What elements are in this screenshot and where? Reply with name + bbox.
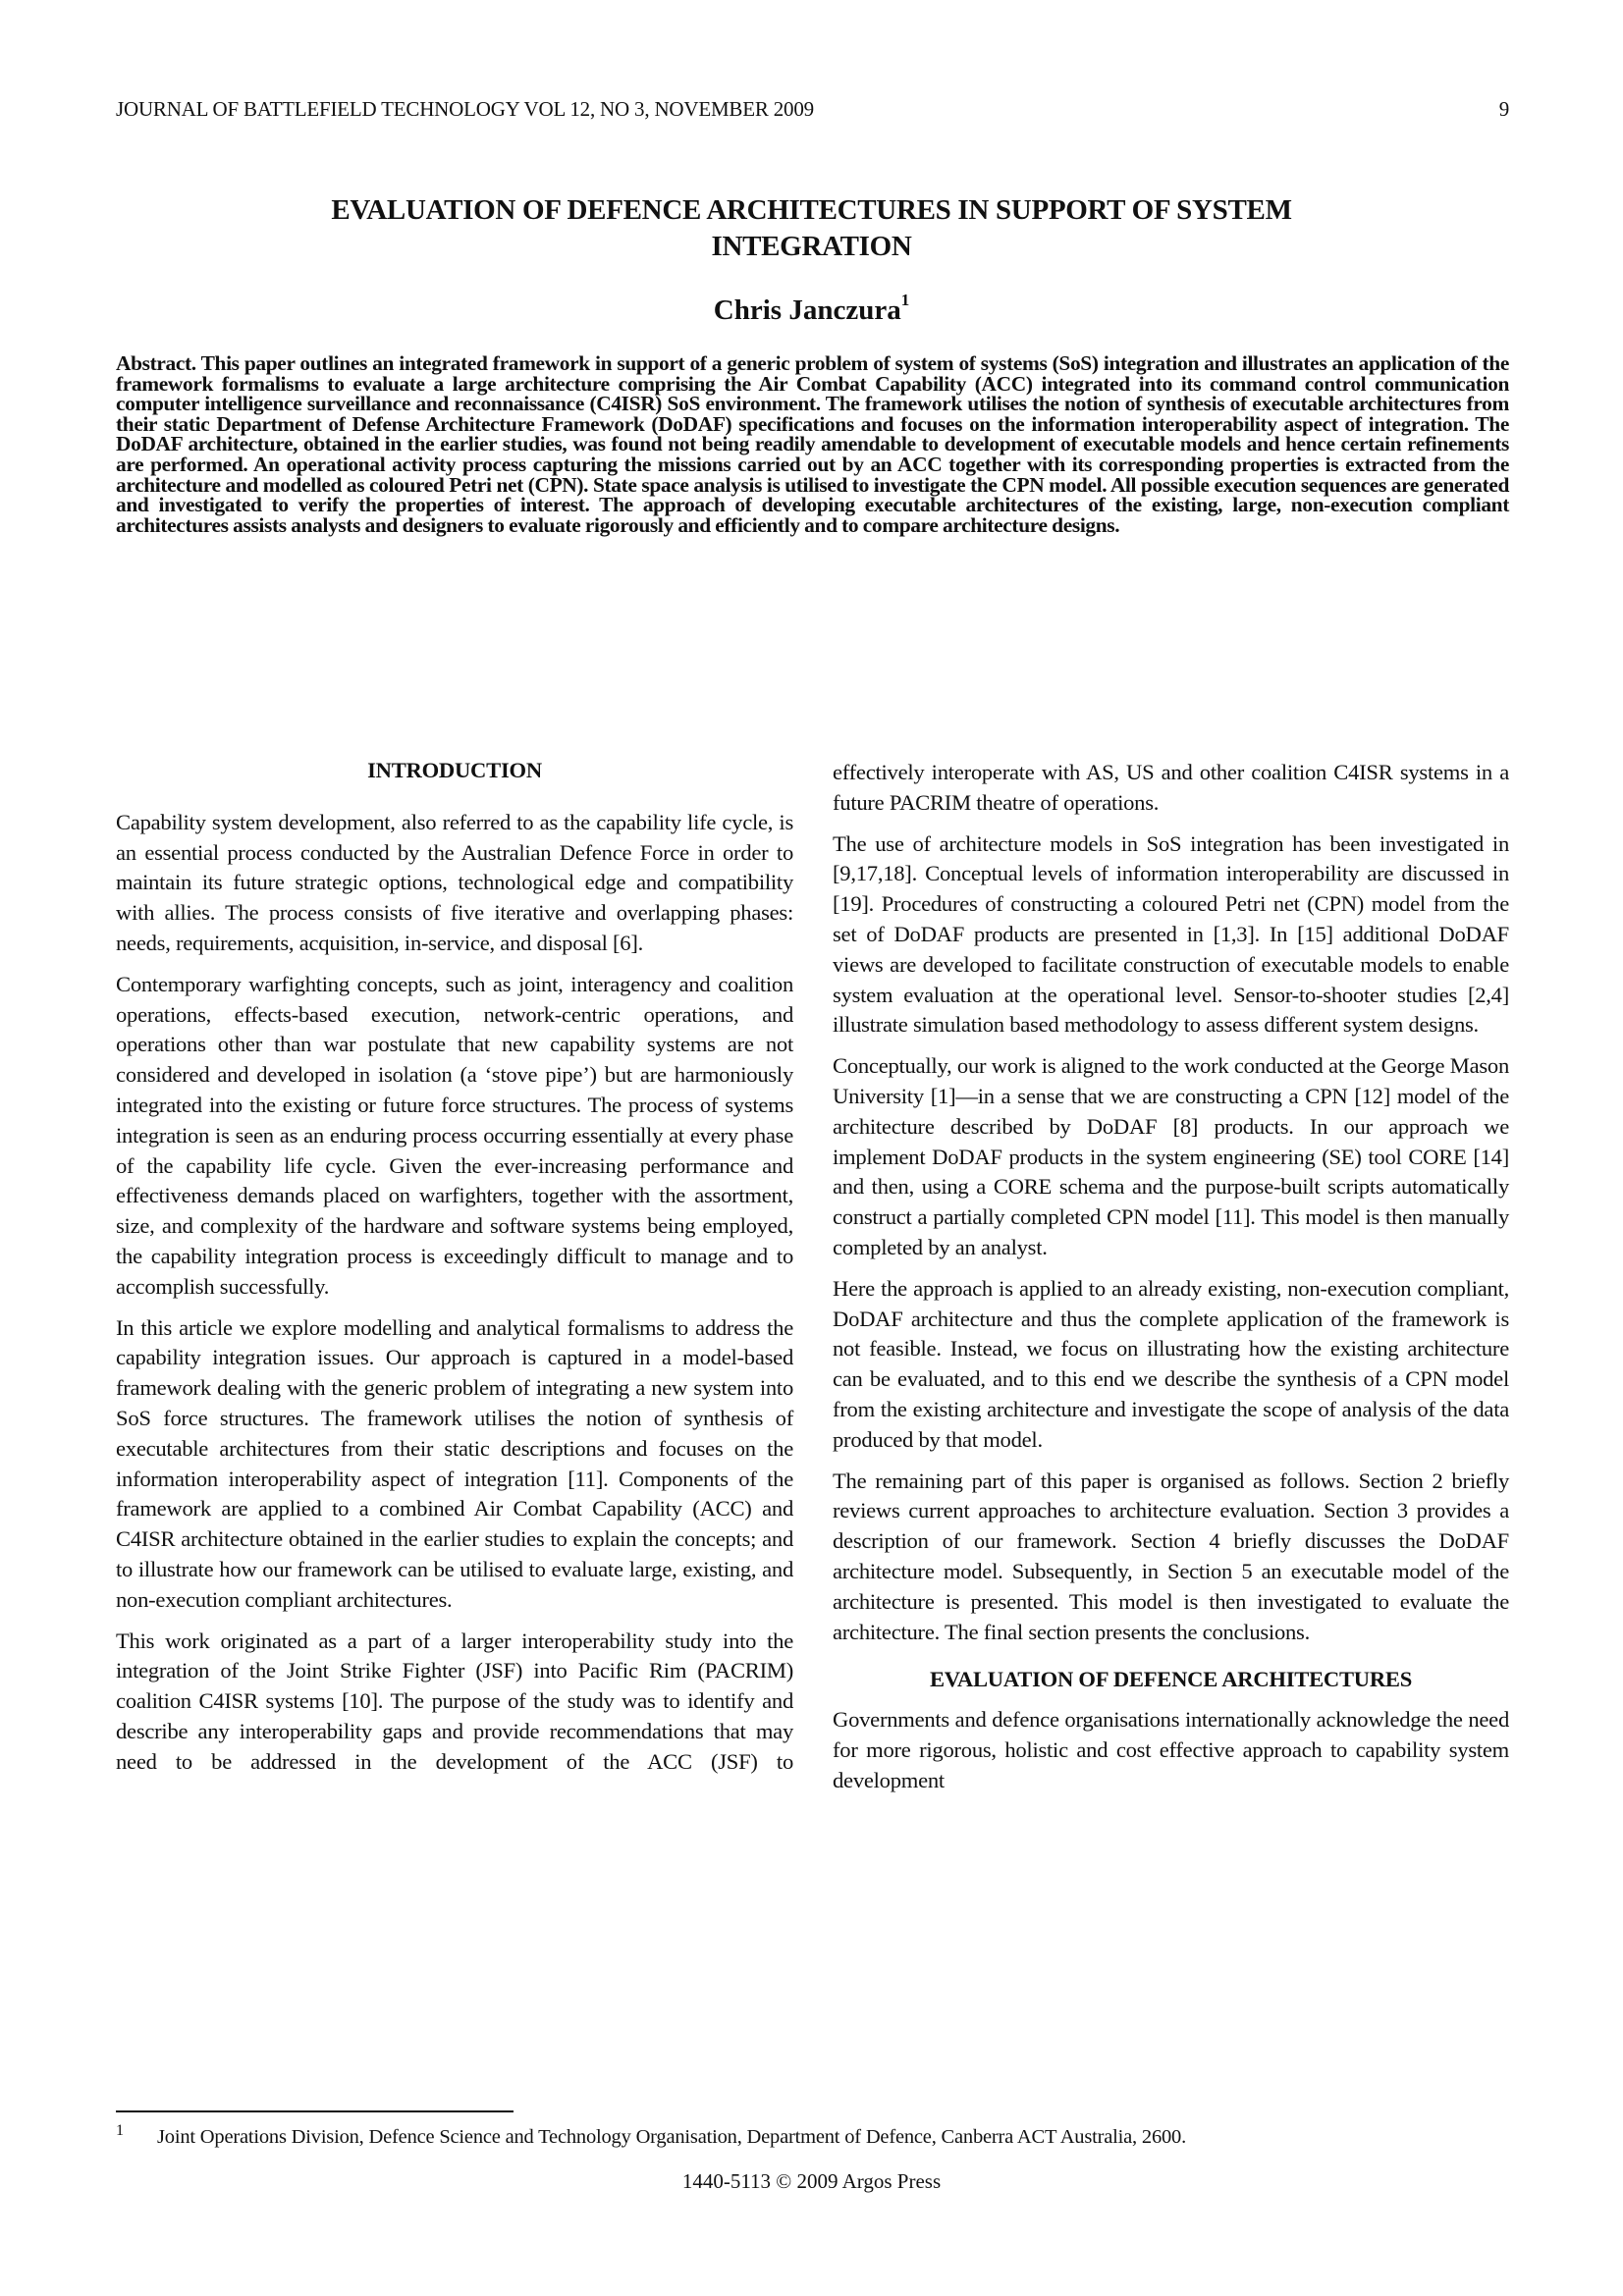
body-paragraph: This work originated as a part of a larger interoperability study into the integration of the Joint Strike Fighter (JSF) into Pacific Rim (PACRIM) coalition C4ISR systems [10]. The purpose of the study was to identify and describe any interoperability gaps and provide recommendations that may need to be addressed in the development of the ACC (JSF) to xyxy=(116,1628,793,1774)
page-footer-copyright: 1440-5113 © 2009 Argos Press xyxy=(681,2169,942,2193)
body-paragraph: Contemporary warfighting concepts, such as joint, interagency and coalition operations, effects-based execution, network-centric operations, and operations other than war postulate that new capability systems are not considered and developed in isolation (a ‘stove pipe’) but are harmoniously integrated into the existing or future force structures. The process of systems integration is seen as an enduring process occurring essentially at every phase of the capability life cycle. Given the ever-increasing performance and effectiveness demands placed on warfighters, together with the assortment, size, and complexity of the hardware and software systems being employed, the capability integration process is exceedingly difficult to manage and to accomplish successfully. xyxy=(116,971,793,1299)
author-footnote-mark[interactable]: 1 xyxy=(900,291,910,309)
footnote-text: Joint Operations Division, Defence Science and Technology Organisation, Department of Defence, Canberra ACT Australia, 2600. xyxy=(157,2126,1187,2148)
paper-title-line-1: EVALUATION OF DEFENCE ARCHITECTURES IN SUPPORT OF SYSTEM xyxy=(331,194,1292,226)
author-name: Chris Janczura xyxy=(713,294,901,326)
body-paragraph: effectively interoperate with AS, US and other coalition C4ISR systems in a future PACRIM theatre of operations. xyxy=(833,760,1509,815)
body-paragraph: Governments and defence organisations internationally acknowledge the need for more rigorous, holistic and cost effective approach to capability system development xyxy=(833,1707,1509,1792)
section-heading-evaluation: EVALUATION OF DEFENCE ARCHITECTURES xyxy=(929,1667,1413,1692)
author-line xyxy=(0,291,1623,327)
abstract-label: Abstract. xyxy=(116,351,196,375)
body-paragraph: Here the approach is applied to an already existing, non-execution compliant, DoDAF architecture and thus the complete application of the framework is not feasible. Instead, we focus on illustrating how the existing architecture can be evaluated, and to this end we describe the synthesis of a CPN model from the existing architecture and investigate the scope of analysis of the data produced by that model. xyxy=(833,1275,1509,1452)
body-paragraph: In this article we explore modelling and analytical formalisms to address the capability integration issues. Our approach is captured in a model-based framework dealing with the generic problem of integrating a new system into SoS force structures. The framework utilises the notion of synthesis of executable architectures from their static descriptions and focuses on the information interoperability aspect of integration [11]. Components of the framework are applied to a combined Air Combat Capability (ACC) and C4ISR architecture obtained in the earlier studies to explain the concepts; and to illustrate how our framework can be utilised to evaluate large, existing, and non-execution compliant architectures. xyxy=(116,1314,793,1612)
body-paragraph: The remaining part of this paper is organised as follows. Section 2 briefly reviews current approaches to architecture evaluation. Section 3 provides a description of our framework. Section 4 briefly discusses the DoDAF architecture model. Subsequently, in Section 5 an executable model of the architecture is presented. This model is then investigated to evaluate the architecture. The final section presents the conclusions. xyxy=(833,1468,1509,1644)
page-number: 9 xyxy=(1498,97,1509,121)
running-head xyxy=(116,97,1509,122)
footnote-separator xyxy=(116,2110,514,2112)
body-paragraph: Conceptually, our work is aligned to the work conducted at the George Mason University [1]—in a sense that we are constructing a CPN [12] model of the architecture described by DoDAF [8] products. In our approach we implement DoDAF products in the system engineering (SE) tool CORE [14] and then, using a CORE schema and the purpose-built scripts automatically construct a partially completed CPN model [11]. This model is then manually completed by an analyst. xyxy=(833,1053,1509,1259)
footnote-mark: 1 xyxy=(116,2122,124,2139)
body-paragraph: The use of architecture models in SoS integration has been investigated in [9,17,18]. Conceptual levels of information interoperability are discussed in [19]. Procedures of constructing a coloured Petri net (CPN) model from the set of DoDAF products are presented in [1,3]. In [15] additional DoDAF views are developed to facilitate construction of executable models to enable system evaluation at the operational level. Sensor-to-shooter studies [2,4] illustrate simulation based methodology to assess different system designs. xyxy=(833,830,1509,1038)
paper-title xyxy=(196,192,1427,265)
right-column xyxy=(833,758,1509,1796)
body-paragraph: Capability system development, also referred to as the capability life cycle, is an essential process conducted by the Australian Defence Force in order to maintain its future strategic options, technological edge and compatibility with allies. The process consists of five iterative and overlapping phases: needs, requirements, acquisition, in-service, and disposal [6]. xyxy=(116,809,793,955)
paper-title-line-2: INTEGRATION xyxy=(711,231,912,262)
section-heading-introduction: INTRODUCTION xyxy=(367,758,542,782)
abstract xyxy=(116,353,1509,535)
left-column xyxy=(116,756,793,1778)
abstract-text: This paper outlines an integrated framework in support of a generic problem of system of systems (SoS) integration and illustrates an application of the framework formalisms to evaluate a large architecture comprising the Air Combat Capability (ACC) integrated into its command control communication computer intelligence surveillance and reconnaissance (C4ISR) SoS environment. The framework utilises the notion of synthesis of executable architectures from their static Department of Defense Architecture Framework (DoDAF) specifications and focuses on the information interoperability aspect of integration. The DoDAF architecture, obtained in the earlier studies, was found not being readily amendable to development of executable models and hence certain refinements are performed. An operational activity process capturing the missions carried out by an ACC together with its corresponding properties is extracted from the architecture and modelled as coloured Petri net (CPN). State space analysis is utilised to investigate the CPN model. All possible execution sequences are generated and investigated to verify the properties of interest. The approach of developing executable architectures of the existing, large, non-execution compliant architectures assists analysts and designers to evaluate rigorously and efficiently and to compare architecture designs. xyxy=(116,351,1509,537)
journal-citation: JOURNAL OF BATTLEFIELD TECHNOLOGY VOL 12, NO 3, NOVEMBER 2009 xyxy=(116,97,814,121)
